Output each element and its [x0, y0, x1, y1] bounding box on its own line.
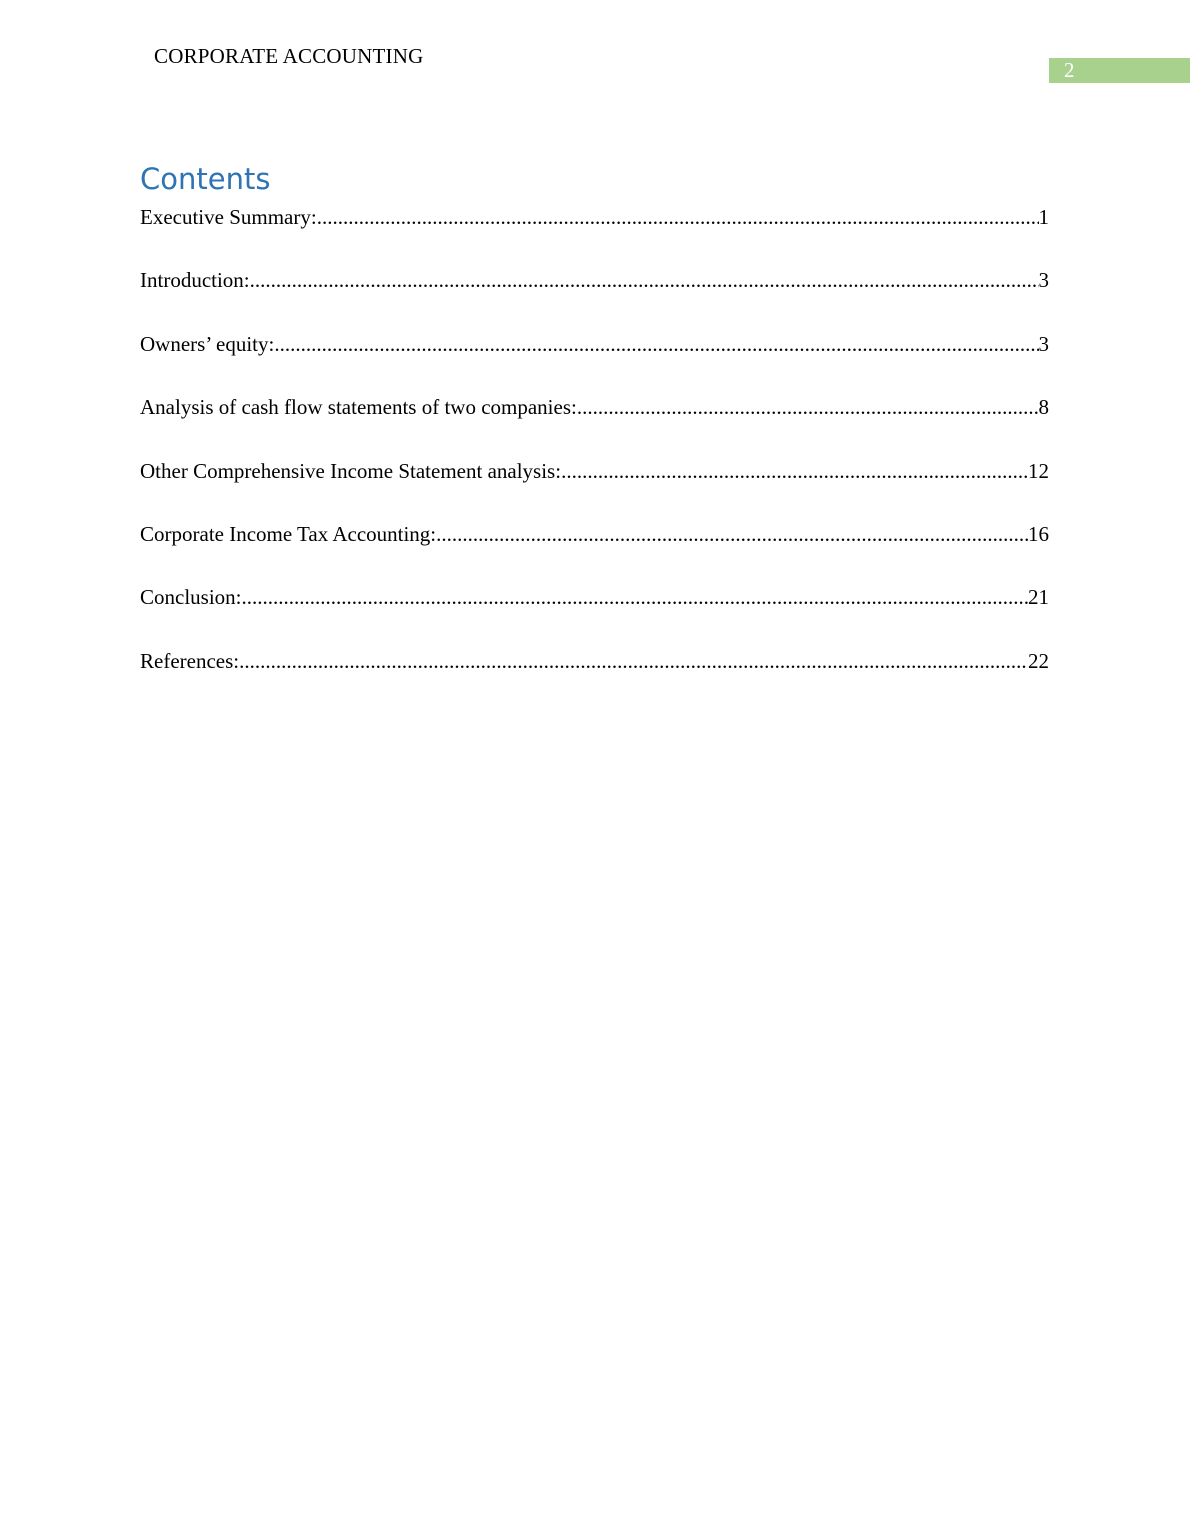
toc-dot-leader [250, 266, 1039, 294]
toc-entry-income-tax[interactable] [140, 520, 1049, 583]
toc-entry-page: 3 [1038, 268, 1049, 293]
toc-entry-owners-equity[interactable] [140, 330, 1049, 393]
toc-heading: Contents [140, 162, 271, 196]
toc-entry-page: 12 [1028, 458, 1049, 483]
page-number-badge: 2 [1049, 58, 1190, 83]
toc-entry-title: Other Comprehensive Income Statement analysis: [140, 458, 562, 483]
toc-dot-leader [436, 520, 1028, 548]
toc-entry-introduction[interactable] [140, 266, 1049, 329]
toc-entry-title: Conclusion: [140, 585, 242, 610]
toc-dot-leader [577, 393, 1039, 421]
toc-entry-page: 1 [1038, 205, 1049, 229]
toc-entry-executive-summary[interactable] [140, 203, 1049, 266]
toc-entry-title: Analysis of cash flow statements of two companies: [140, 395, 577, 420]
toc-entry-page: 8 [1038, 395, 1049, 420]
table-of-contents [140, 203, 1049, 710]
toc-entry-title: References: [140, 648, 240, 673]
toc-entry-page: 21 [1028, 585, 1049, 610]
toc-entry-page: 3 [1038, 331, 1049, 356]
toc-dot-leader [317, 203, 1039, 231]
toc-entry-page: 16 [1028, 521, 1049, 546]
toc-entry-comprehensive-income[interactable] [140, 457, 1049, 520]
toc-dot-leader [242, 583, 1028, 611]
toc-entry-title: Owners’ equity: [140, 331, 275, 356]
toc-entry-title: Introduction: [140, 268, 250, 293]
toc-entry-references[interactable] [140, 647, 1049, 710]
toc-dot-leader [239, 647, 1028, 675]
toc-entry-conclusion[interactable] [140, 583, 1049, 646]
toc-entry-cash-flow-analysis[interactable] [140, 393, 1049, 456]
toc-entry-title: Executive Summary: [140, 205, 317, 229]
toc-entry-page: 22 [1028, 648, 1049, 673]
running-header-title: CORPORATE ACCOUNTING [154, 44, 424, 68]
toc-dot-leader [274, 330, 1038, 358]
toc-dot-leader [561, 457, 1028, 485]
toc-entry-title: Corporate Income Tax Accounting: [140, 521, 437, 546]
